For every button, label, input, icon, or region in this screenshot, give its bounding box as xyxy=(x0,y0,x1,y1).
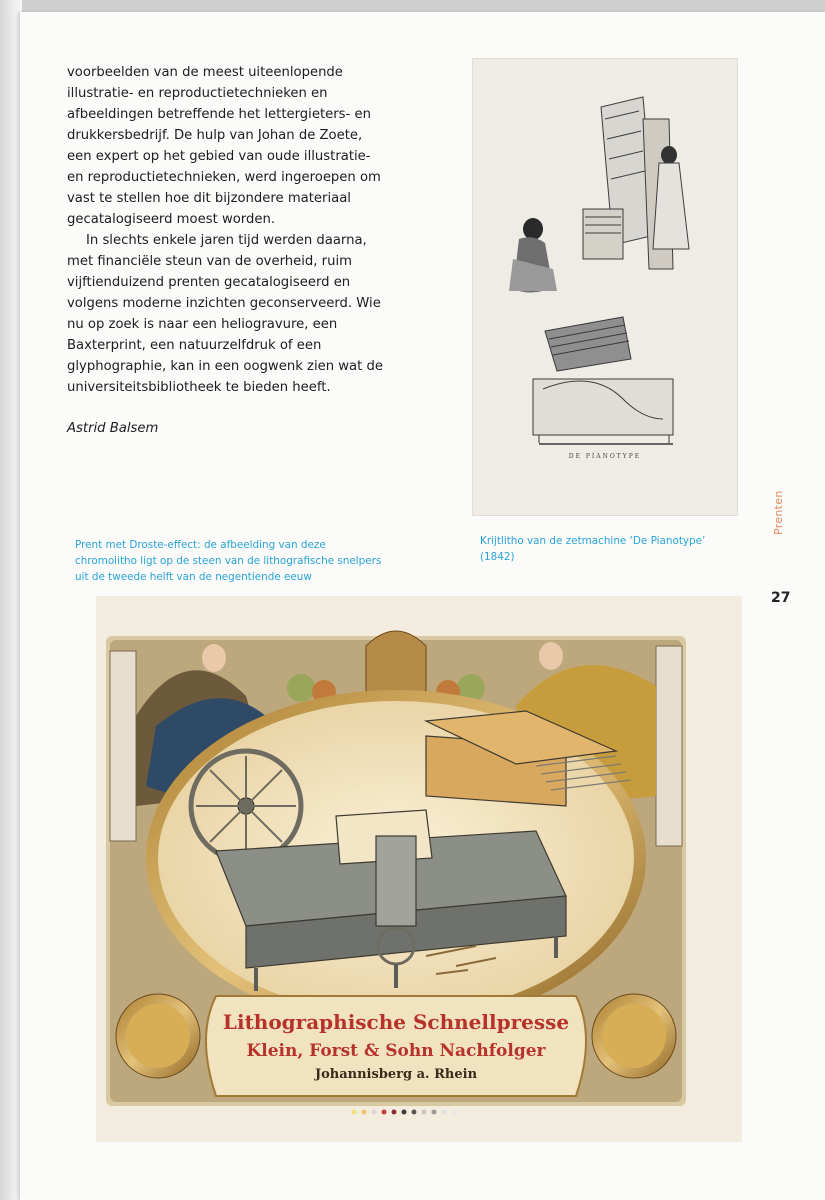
paragraph: voorbeelden van de meest uiteenlopende illustratie- en reproductietechnieken en afbeeldingen betreffende het lettergieters- en drukkersbedrijf. De hulp van Johan de Zoete, een expert op het gebied van oude illustratie- en reproductietechnieken, werd ingeroepen om vast te stellen hoe dit bijzondere materiaal gecatalogiseerd moest worden. xyxy=(67,65,381,227)
section-label: Prenten xyxy=(772,490,785,535)
caption-right: Krijtlitho van de zetmachine ‘De Pianotype’ (1842) xyxy=(480,535,706,563)
caption-left: Prent met Droste-effect: de afbeelding van deze chromolitho ligt op de steen van de lithografische snelpers uit de tweede helft van de negentiende eeuw xyxy=(75,539,382,583)
title-line-3: Johannisberg a. Rhein xyxy=(314,1067,478,1082)
title-line-2: Klein, Forst & Sohn Nachfolger xyxy=(246,1041,546,1061)
author: Astrid Balsem xyxy=(67,421,159,436)
print-title: DE PIANOTYPE xyxy=(568,453,642,460)
body-text xyxy=(67,62,387,398)
paragraph: In slechts enkele jaren tijd werden daarna, met financiële steun van de overheid, ruim vijftienduizend prenten gecatalogiseerd en volgens moderne inzichten geconserveerd. Wie nu op zoek is naar een heliogravure, een Baxterprint, een natuurzelfdruk of een glyphographie, kan in een oogwenk zien wat de universiteitsbibliotheek te bieden heeft. xyxy=(67,233,383,395)
pianotype-illustration xyxy=(473,59,737,515)
book-spine xyxy=(0,0,22,1200)
pianotype-print xyxy=(472,58,738,516)
chromolitho-print xyxy=(96,596,742,1142)
chromolitho-illustration xyxy=(96,596,742,1142)
title-line-1: Lithographische Schnellpresse xyxy=(222,1010,570,1034)
page-number: 27 xyxy=(771,590,791,606)
